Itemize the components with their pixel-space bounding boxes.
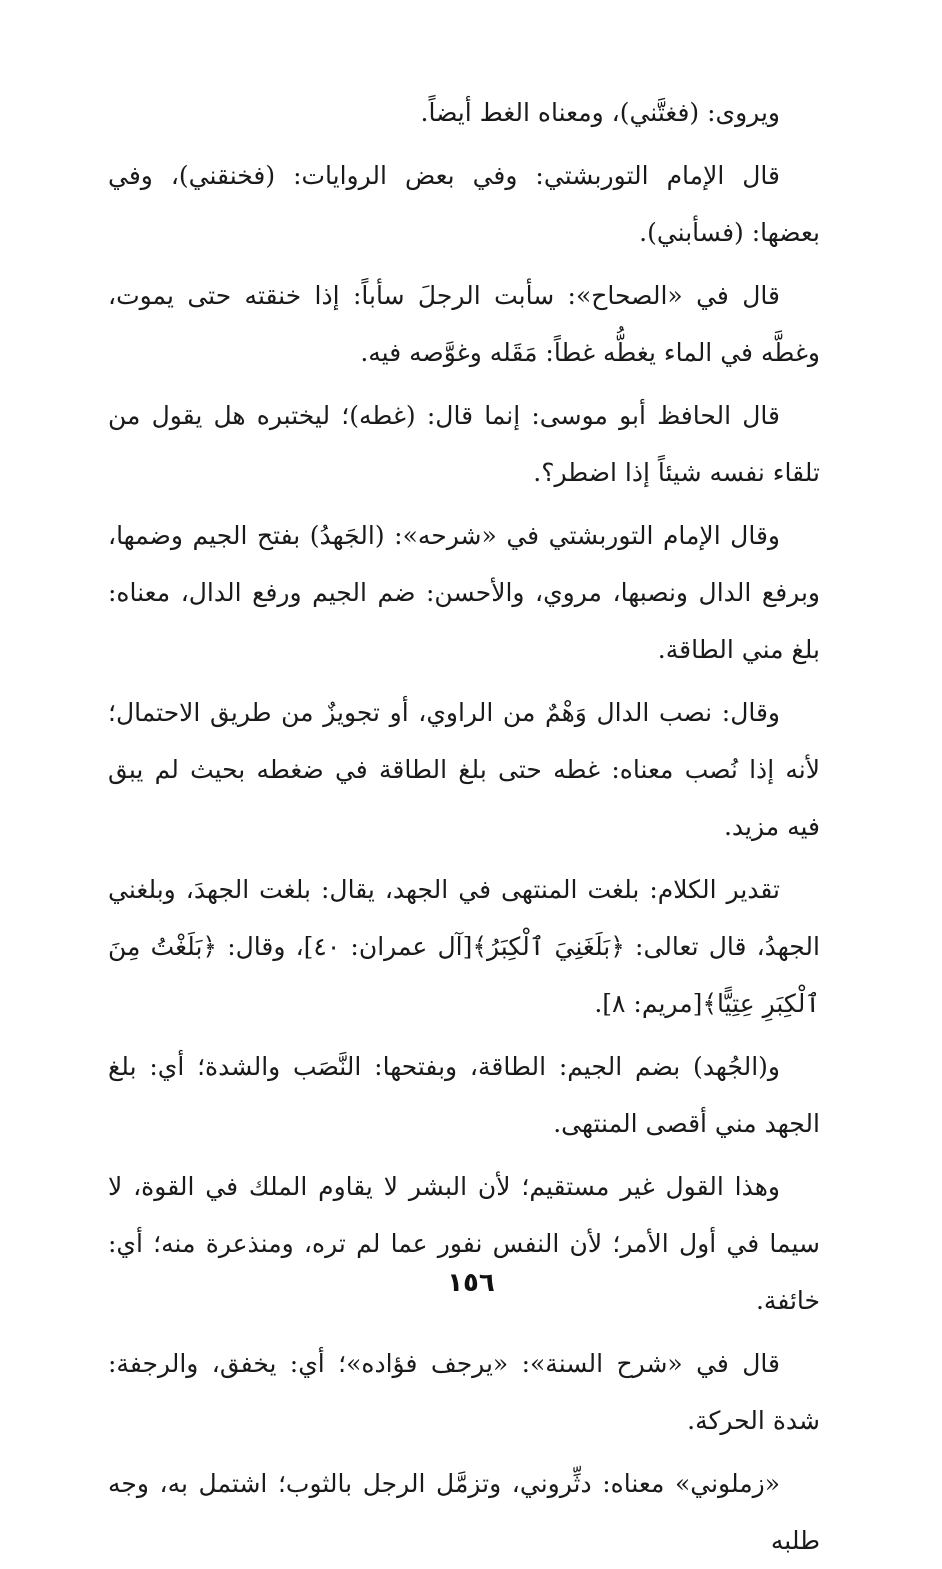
- paragraph-7: تقدير الكلام: بلغت المنتهى في الجهد، يقال: بلغت الجهدَ، وبلغني الجهدُ، قال تعالى: ﴿بَلَغَنِيَ ٱلْكِبَرُ﴾[آل عمران: ٤٠]، وقال: ﴿بَلَغْتُ مِنَ ٱلْكِبَرِ عِتِيًّا﴾[مريم: ٨].: [108, 875, 820, 1018]
- paragraph-8: و(الجُهد) بضم الجيم: الطاقة، وبفتحها: النَّصَب والشدة؛ أي: بلغ الجهد مني أقصى المنتهى.: [108, 1052, 820, 1138]
- paragraph-11: «زملوني» معناه: دثِّروني، وتزمَّل الرجل بالثوب؛ اشتمل به، وجه طلبه: [108, 1469, 820, 1555]
- paragraph-1: ويروى: (فغتَّني)، ومعناه الغط أيضاً.: [420, 98, 780, 127]
- paragraph-9: وهذا القول غير مستقيم؛ لأن البشر لا يقاوم الملك في القوة، لا سيما في أول الأمر؛ لأن النفس نفور عما لم تره، ومنذعرة منه؛ أي: خائفة.: [108, 1172, 820, 1315]
- paragraph-4: قال الحافظ أبو موسى: إنما قال: (غطه)؛ ليختبره هل يقول من تلقاء نفسه شيئاً إذا اضطر؟.: [108, 401, 820, 487]
- paragraph-2: قال الإمام التوربشتي: وفي بعض الروايات: (فخنقني)، وفي بعضها: (فسأبني).: [108, 161, 820, 247]
- page-number: ١٥٦: [447, 1268, 495, 1298]
- paragraph-5: وقال الإمام التوربشتي في «شرحه»: (الجَهدُ) بفتح الجيم وضمها، وبرفع الدال ونصبها، مروي، والأحسن: ضم الجيم ورفع الدال، معناه: بلغ مني الطاقة.: [108, 521, 820, 664]
- paragraph-3: قال في «الصحاح»: سأبت الرجلَ سأباً: إذا خنقته حتى يموت، وغطَّه في الماء يغطُّه غطاً: مَقَله وغوَّصه فيه.: [108, 281, 820, 367]
- paragraph-6: وقال: نصب الدال وَهْمٌ من الراوي، أو تجويزٌ من طريق الاحتمال؛ لأنه إذا نُصب معناه: غطه حتى بلغ الطاقة في ضغطه بحيث لم يبق فيه مزيد.: [108, 698, 820, 841]
- paragraph-10: قال في «شرح السنة»: «يرجف فؤاده»؛ أي: يخفق، والرجفة: شدة الحركة.: [108, 1349, 820, 1435]
- page-body: [108, 84, 820, 1555]
